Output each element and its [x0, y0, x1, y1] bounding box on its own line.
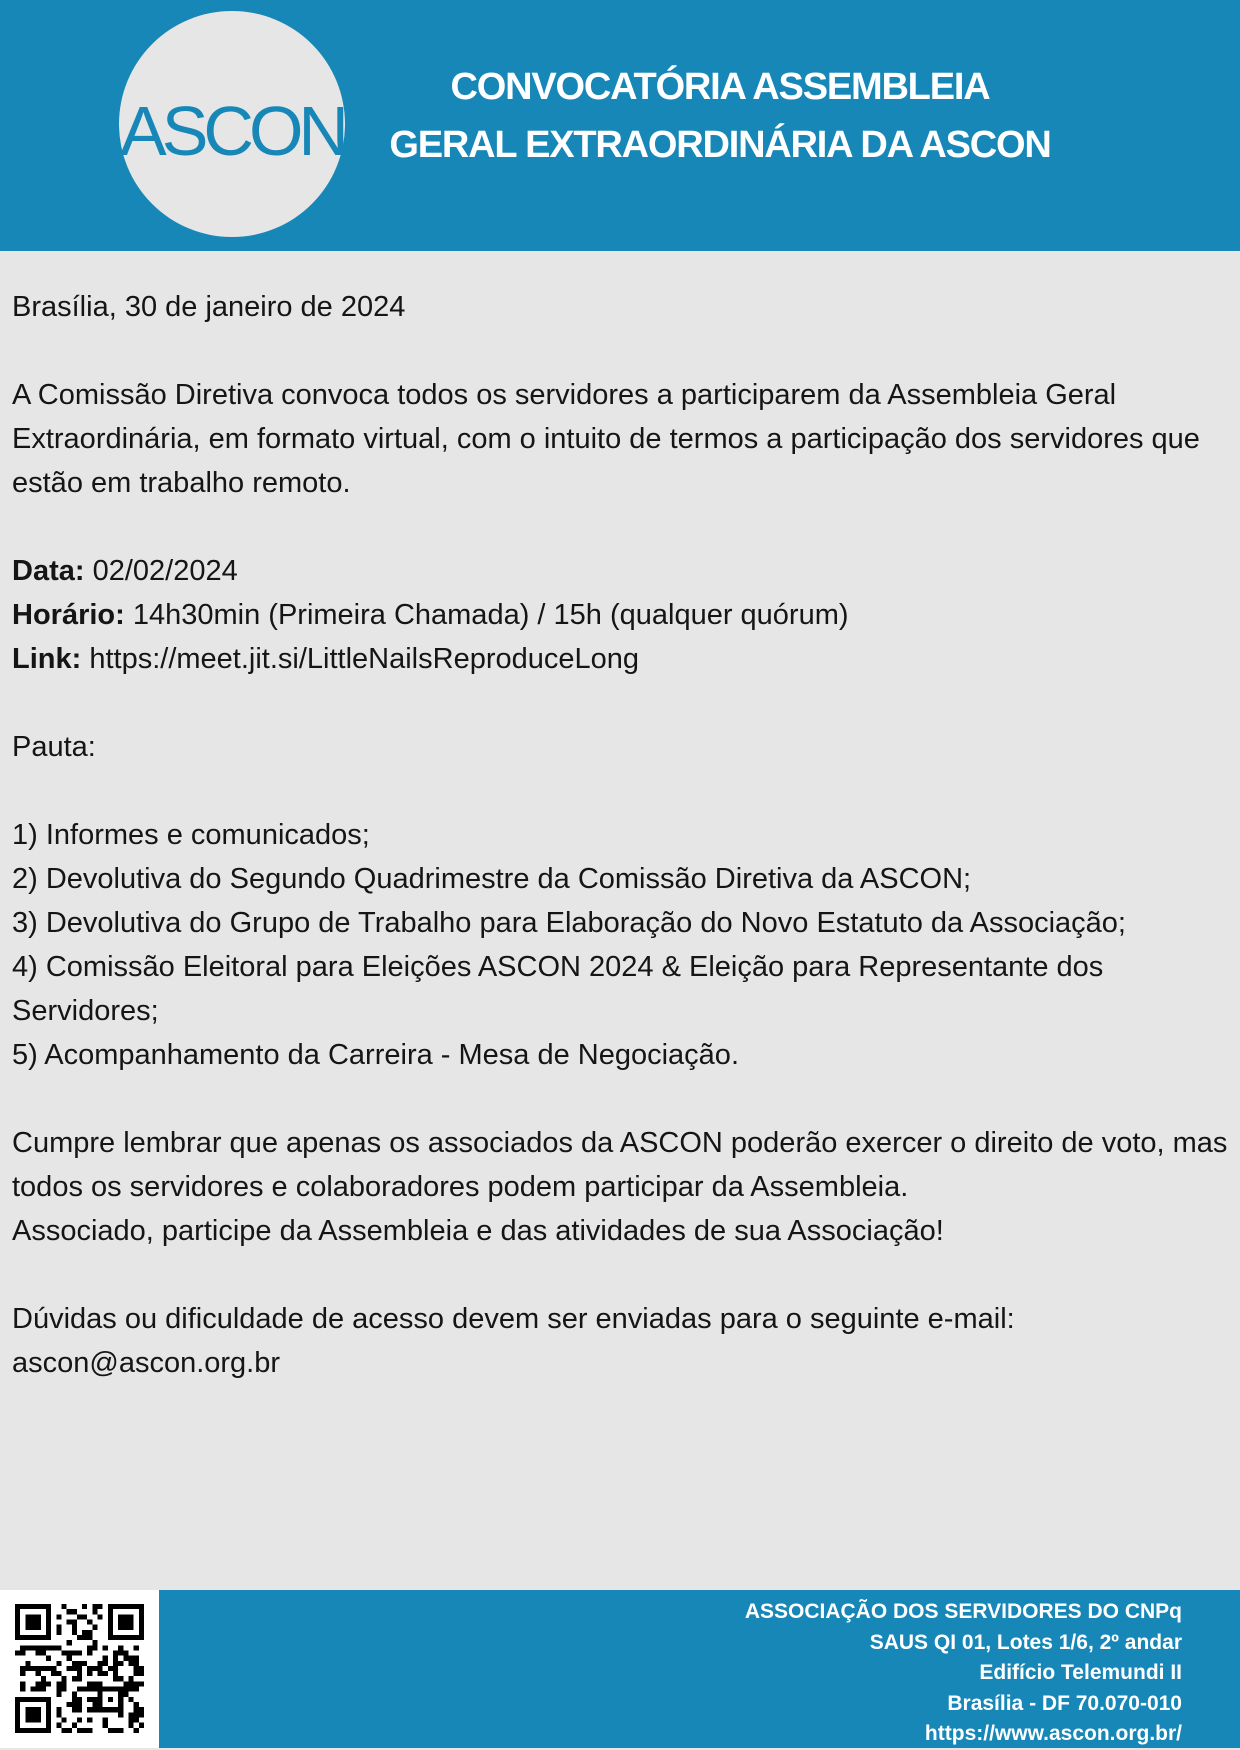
agenda-item: 4) Comissão Eleitoral para Eleições ASCON 2024 & Eleição para Representante dos Servidores;: [12, 951, 1104, 1027]
footer-address: [745, 1597, 1182, 1750]
meeting-date: [12, 549, 1228, 593]
title-line-2: GERAL EXTRAORDINÁRIA DA ASCON: [389, 124, 1051, 166]
page-title: [350, 58, 1090, 174]
date-line: Brasília, 30 de janeiro de 2024: [12, 291, 406, 323]
agenda-item: 3) Devolutiva do Grupo de Trabalho para Elaboração do Novo Estatuto da Associação;: [12, 907, 1126, 939]
contact-paragraph: [12, 1297, 1228, 1385]
address-line: Brasília - DF 70.070-010: [947, 1691, 1182, 1715]
website-link[interactable]: https://www.ascon.org.br/: [924, 1722, 1182, 1745]
qr-code-icon: [15, 1604, 144, 1733]
link-value[interactable]: https://meet.jit.si/LittleNailsReproduceLong: [81, 643, 640, 675]
agenda-item: 1) Informes e comunicados;: [12, 819, 370, 851]
title-line-1: CONVOCATÓRIA ASSEMBLEIA: [450, 66, 990, 108]
contact-text: Dúvidas ou dificuldade de acesso devem ser enviadas para o seguinte e-mail:: [12, 1303, 1015, 1335]
meeting-link: [12, 637, 1228, 681]
time-label: Horário:: [12, 599, 125, 631]
qr-code[interactable]: [0, 1590, 159, 1748]
footer-bar: [0, 1590, 1240, 1748]
org-name: ASSOCIAÇÃO DOS SERVIDORES DO CNPq: [744, 1600, 1182, 1623]
contact-email[interactable]: ascon@ascon.org.br: [12, 1347, 281, 1379]
agenda-item: 2) Devolutiva do Segundo Quadrimestre da Comissão Diretiva da ASCON;: [12, 863, 972, 895]
intro-paragraph: A Comissão Diretiva convoca todos os servidores a participarem da Assembleia Geral Extraordinária, em formato virtual, com o intuito de termos a participação dos servidores que estão em trabalho remoto.: [12, 379, 1200, 499]
reminder-paragraph: [12, 1121, 1228, 1253]
agenda-title: Pauta:: [12, 731, 96, 763]
logo-text: ASCON: [120, 92, 344, 170]
date-value: 02/02/2024: [84, 555, 238, 587]
date-label: Data:: [12, 555, 85, 587]
meeting-time: [12, 593, 1228, 637]
reminder-line-2: Associado, participe da Assembleia e das atividades de sua Associação!: [12, 1215, 944, 1247]
agenda-item: 5) Acompanhamento da Carreira - Mesa de Negociação.: [12, 1039, 739, 1071]
document-body: [12, 285, 1228, 1385]
address-line: Edifício Telemundi II: [979, 1661, 1182, 1684]
ascon-logo: [119, 11, 345, 237]
address-line: SAUS QI 01, Lotes 1/6, 2º andar: [869, 1630, 1182, 1654]
ascon-logo-icon: [119, 11, 345, 237]
reminder-line-1: Cumpre lembrar que apenas os associados da ASCON poderão exercer o direito de voto, mas todos os servidores e colaboradores podem participar da Assembleia.: [12, 1127, 1228, 1203]
header-banner: [0, 0, 1240, 251]
time-value: 14h30min (Primeira Chamada) / 15h (qualquer quórum): [124, 599, 849, 631]
link-label: Link:: [12, 643, 82, 675]
